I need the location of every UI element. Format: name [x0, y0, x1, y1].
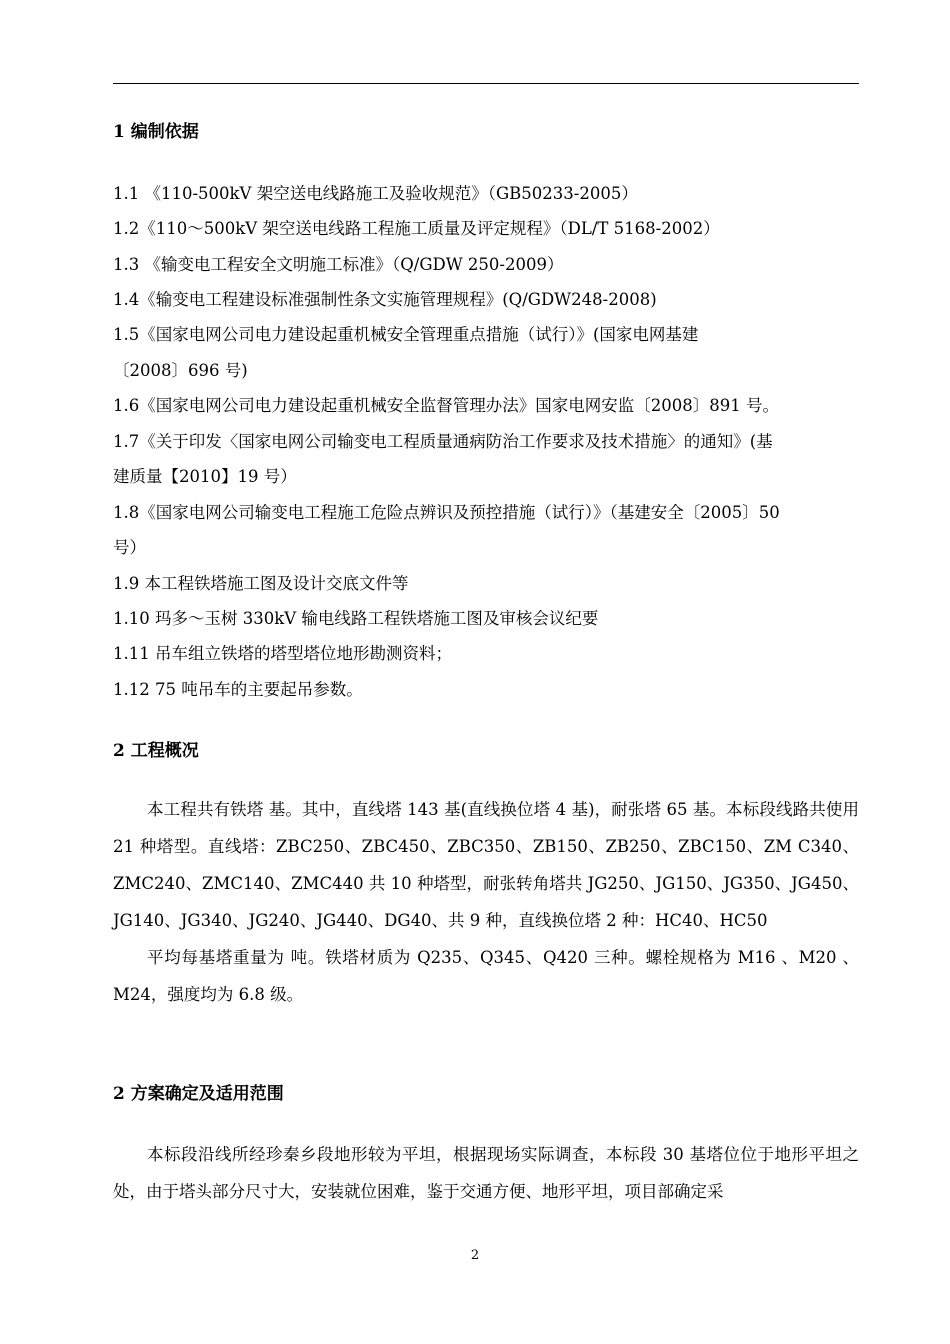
reference-item-cont: 建质量【2010】19 号） [113, 467, 297, 486]
reference-item: 1.10 玛多～玉树 330kV 输电线路工程铁塔施工图及审核会议纪要 [113, 609, 599, 628]
reference-item: 1.7《关于印发〈国家电网公司输变电工程质量通病防治工作要求及技术措施〉的通知》(基 [113, 432, 773, 451]
overview-text [113, 791, 859, 1013]
reference-item: 1.9 本工程铁塔施工图及设计交底文件等 [113, 574, 409, 593]
reference-item: 1.2《110～500kV 架空送电线路工程施工质量及评定规程》（DL/T 5168-2002） [113, 219, 720, 238]
overview-paragraph-1: 本工程共有铁塔 基。其中，直线塔 143 基(直线换位塔 4 基)，耐张塔 65 基。本标段线路共使用 21 种塔型。直线塔：ZBC250、ZBC450、ZBC350、ZB150、ZB250、ZBC150、ZM C340、ZMC240、ZMC140、ZMC440 共 10 种塔型，耐张转角塔共 JG250、JG150、JG350、JG450、JG140、JG340、JG240、JG440、DG40、共 9 种，直线换位塔 2 种：HC40、HC50 [113, 800, 859, 930]
reference-item: 1.5《国家电网公司电力建设起重机械安全管理重点措施（试行）》(国家电网基建 [113, 325, 699, 344]
reference-item: 1.11 吊车组立铁塔的塔型塔位地形勘测资料； [113, 644, 452, 663]
overview-paragraph-2: 平均每基塔重量为 吨。铁塔材质为 Q235、Q345、Q420 三种。螺栓规格为 M16 、M20 、M24，强度均为 6.8 级。 [113, 948, 859, 1004]
section-heading-basis: 1 编制依据 [113, 122, 199, 142]
scope-paragraph-1: 本标段沿线所经珍秦乡段地形较为平坦，根据现场实际调查，本标段 30 基塔位位于地形平坦之处，由于塔头部分尺寸大，安装就位困难，鉴于交通方便、地形平坦，项目部确定采 [113, 1145, 859, 1201]
reference-item-cont: 〔2008〕696 号) [113, 361, 248, 380]
reference-item-cont: 号） [113, 538, 146, 557]
reference-item: 1.6《国家电网公司电力建设起重机械安全监督管理办法》国家电网安监〔2008〕891 号。 [113, 396, 779, 415]
section-heading-scope: 2 方案确定及适用范围 [113, 1084, 284, 1104]
reference-item: 1.12 75 吨吊车的主要起吊参数。 [113, 680, 363, 699]
reference-item: 1.1 《110-500kV 架空送电线路施工及验收规范》（GB50233-2005） [113, 184, 638, 203]
scope-text [113, 1136, 859, 1210]
page-number: 2 [470, 1248, 480, 1263]
section-heading-overview: 2 工程概况 [113, 741, 199, 761]
header-rule [113, 83, 859, 84]
reference-item: 1.8《国家电网公司输变电工程施工危险点辨识及预控措施（试行）》（基建安全〔2005〕50 [113, 503, 780, 522]
reference-item: 1.3 《输变电工程安全文明施工标准》（Q/GDW 250-2009） [113, 255, 564, 274]
reference-item: 1.4《输变电工程建设标准强制性条文实施管理规程》(Q/GDW248-2008) [113, 290, 657, 309]
